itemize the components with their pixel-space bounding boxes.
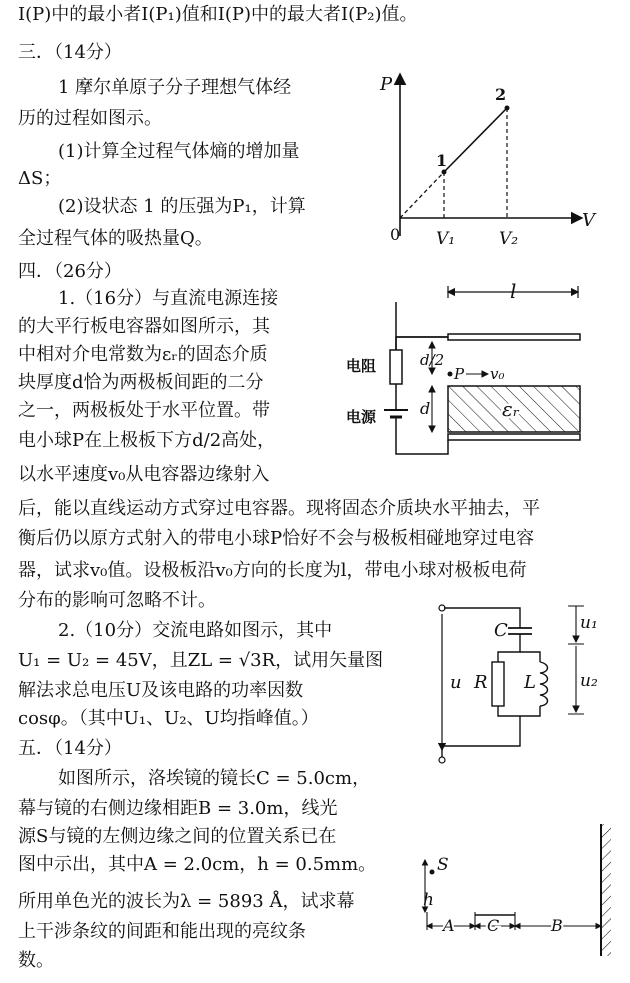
s3-line-4: ΔS； bbox=[18, 168, 62, 189]
v1-label: V₁ bbox=[436, 229, 456, 249]
resistor-label: R bbox=[474, 672, 488, 693]
ball-p bbox=[448, 372, 453, 377]
v-label: V bbox=[582, 210, 595, 231]
s4-q1-line-3: 中相对介电常数为εᵣ的固态介质 bbox=[18, 344, 268, 365]
section-5-heading: 五．（14分） bbox=[18, 738, 122, 759]
wire-bottom bbox=[442, 716, 520, 757]
pv-diagram bbox=[372, 68, 602, 248]
section-4-heading: 四．（26分） bbox=[18, 261, 122, 282]
wire-top bbox=[444, 608, 520, 628]
c-label: C bbox=[487, 916, 500, 935]
s4-q1-line-1: 1.（16分）与直流电源连接 bbox=[58, 288, 279, 309]
upper-plate bbox=[448, 334, 580, 340]
s4-q2-line-2: U₁ = U₂ = 45V，且ZL = √3R，试用矢量图 bbox=[18, 650, 384, 671]
state-2-point bbox=[505, 106, 510, 111]
s4-q2-line-4: cosφ。（其中U₁、U₂、U均指峰值。） bbox=[18, 708, 319, 729]
state-1-point bbox=[442, 170, 447, 175]
b-label: B bbox=[551, 916, 563, 935]
ball-p-label: P bbox=[454, 365, 465, 383]
s5-line-5: 所用单色光的波长为λ = 5893 Å，试求幕 bbox=[18, 891, 355, 912]
d2-label: d/2 bbox=[420, 351, 445, 369]
origin-label: 0 bbox=[390, 225, 401, 244]
ac-circuit-diagram bbox=[430, 600, 600, 770]
u2-label: u₂ bbox=[580, 671, 598, 691]
s4-q2-line-3: 解法求总电压U及该电路的功率因数 bbox=[18, 680, 304, 701]
source-voltage-label: u bbox=[450, 672, 462, 693]
a-label: A bbox=[443, 916, 455, 935]
state-1-label: 1 bbox=[436, 151, 448, 170]
resistor bbox=[492, 662, 504, 706]
s4-q1-line-5: 之一，两极板处于水平位置。带 bbox=[18, 400, 270, 421]
s4-q1-line-6: 电小球P在上极板下方d/2高处， bbox=[18, 430, 276, 451]
u1-label: u₁ bbox=[580, 613, 598, 633]
capacitor-label: C bbox=[494, 620, 508, 641]
source-s-label: S bbox=[437, 855, 449, 875]
s5-line-4: 图中示出，其中A = 2.0cm，h = 0.5mm。 bbox=[18, 854, 377, 875]
capacitor-diagram bbox=[340, 278, 600, 468]
section-3-heading: 三．（14分） bbox=[18, 42, 122, 63]
source-s bbox=[430, 870, 435, 875]
resistor-label: 电阻 bbox=[346, 357, 377, 375]
s4-q1-line-10: 器，试求v₀值。设极板沿v₀方向的长度为l，带电小球对极板电荷 bbox=[18, 560, 527, 581]
state-2-label: 2 bbox=[495, 85, 507, 104]
circuit-wire-bottom bbox=[396, 417, 448, 454]
lower-plate bbox=[448, 434, 580, 440]
epsilon-label: εᵣ bbox=[502, 397, 520, 421]
h-label: h bbox=[423, 890, 434, 910]
s4-q1-line-4: 块厚度d恰为两极板间距的二分 bbox=[18, 372, 264, 393]
s4-q2-line-1: 2.（10分）交流电路如图示，其中 bbox=[58, 620, 333, 641]
s4-q1-line-7: 以水平速度v₀从电容器边缘射入 bbox=[18, 464, 270, 485]
d-label: d bbox=[420, 399, 431, 418]
v0-label: v₀ bbox=[490, 365, 505, 383]
s4-q1-line-11: 分布的影响可忽略不计。 bbox=[18, 590, 216, 611]
length-label: l bbox=[510, 279, 517, 303]
s5-line-1: 如图所示，洛埃镜的镜长C = 5.0cm， bbox=[58, 768, 371, 789]
process-line bbox=[444, 108, 507, 172]
resistor bbox=[390, 350, 402, 384]
s4-q1-line-9: 衡后仍以原方式射入的带电小球P恰好不会与极板相碰地穿过电容 bbox=[18, 528, 535, 549]
s5-line-3: 源S与镜的左侧边缘之间的位置关系已在 bbox=[18, 826, 337, 847]
s3-line-1: 1 摩尔单原子分子理想气体经 bbox=[58, 77, 292, 98]
s3-line-3: (1)计算全过程气体熵的增加量 bbox=[58, 141, 300, 162]
screen-hatching bbox=[601, 824, 611, 956]
circuit-wire bbox=[396, 302, 448, 350]
dashed-origin-line bbox=[400, 172, 444, 218]
p-label: P bbox=[380, 74, 393, 95]
circuit-wire-top bbox=[396, 337, 448, 350]
s4-q1-line-8: 后，能以直线运动方式穿过电容器。现将固态介质块水平抽去，平 bbox=[18, 498, 540, 519]
terminal-bottom bbox=[439, 757, 445, 763]
s5-line-2: 幕与镜的右侧边缘相距B = 3.0m，线光 bbox=[18, 798, 338, 819]
source-label: 电源 bbox=[346, 408, 377, 426]
inductor-coil bbox=[540, 662, 548, 706]
s3-line-2: 历的过程如图示。 bbox=[18, 108, 162, 129]
inductor-label: L bbox=[524, 672, 536, 693]
wire-branch-right-top bbox=[520, 652, 540, 662]
v2-label: V₂ bbox=[499, 229, 519, 249]
lloyd-mirror-diagram bbox=[415, 820, 630, 960]
s3-line-5: (2)设状态 1 的压强为P₁，计算 bbox=[58, 196, 306, 217]
wire-branch-bottom bbox=[498, 706, 540, 716]
s5-line-6: 上干涉条纹的间距和能出现的亮纹条 bbox=[18, 921, 306, 942]
line-0: I(P)中的最小者I(P₁)值和I(P)中的最大者I(P₂)值。 bbox=[18, 4, 418, 25]
s3-line-6: 全过程气体的吸热量Q。 bbox=[18, 228, 213, 249]
s5-line-7: 数。 bbox=[18, 950, 54, 971]
s4-q1-line-2: 的大平行板电容器如图所示，其 bbox=[18, 316, 270, 337]
